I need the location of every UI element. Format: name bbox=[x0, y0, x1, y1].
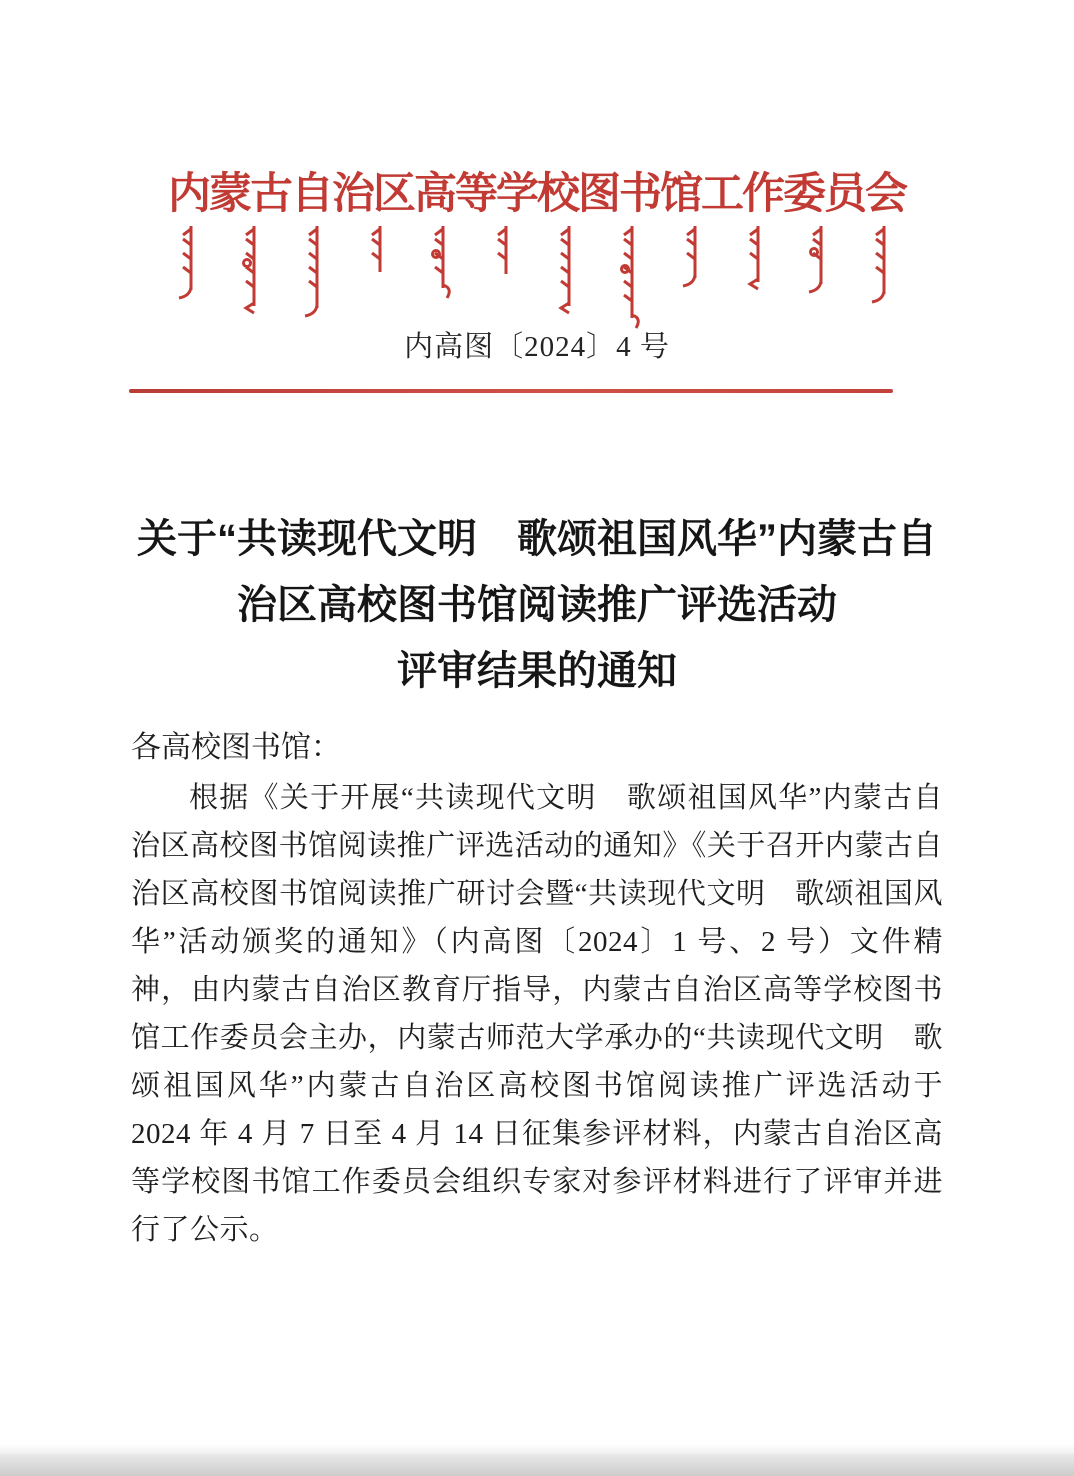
mongolian-script-row bbox=[0, 223, 1074, 333]
mongolian-word-glyph bbox=[869, 223, 899, 309]
mongolian-word-glyph bbox=[176, 223, 206, 305]
mongolian-word-glyph bbox=[365, 223, 395, 287]
mongolian-word-glyph bbox=[428, 223, 458, 303]
body-paragraph: 根据《关于开展“共读现代文明 歌颂祖国风华”内蒙古自治区高校图书馆阅读推广评选活动的通知》《关于召开内蒙古自治区高校图书馆阅读推广研讨会暨“共读现代文明 歌颂祖国风华”活动颁奖的通知》（内高图〔2024〕1 号、2 号）文件精神，由内蒙古自治区教育厅指导，内蒙古自治区高等学校图书馆工作委员会主办，内蒙古师范大学承办的“共读现代文明 歌颂祖国风华”内蒙古自治区高校图书馆阅读推广评选活动于 2024 年 4 月 7 日至 4 月 14 日征集参评材料，内蒙古自治区高等学校图书馆工作委员会组织专家对参评材料进行了评审并进行了公示。 bbox=[131, 782, 943, 1246]
salutation: 各高校图书馆： bbox=[131, 731, 341, 764]
doc-number: 内高图〔2024〕4 号 bbox=[404, 331, 670, 363]
mongolian-word-glyph bbox=[743, 223, 773, 297]
mongolian-word-glyph bbox=[491, 223, 521, 289]
notice-title-line-1: 关于“共读现代文明 歌颂祖国风华”内蒙古自 bbox=[137, 517, 937, 561]
notice-title-line-2: 治区高校图书馆阅读推广评选活动 bbox=[237, 583, 837, 627]
mongolian-word-glyph bbox=[554, 223, 584, 321]
page-bottom-shade bbox=[0, 1444, 1074, 1454]
org-name-banner: 内蒙古自治区高等学校图书馆工作委员会 bbox=[168, 171, 906, 218]
mongolian-word-glyph bbox=[680, 223, 710, 293]
mongolian-word-glyph bbox=[617, 223, 647, 333]
mongolian-word-glyph bbox=[302, 223, 332, 323]
notice-title-line-3: 评审结果的通知 bbox=[397, 649, 677, 693]
mongolian-word-glyph bbox=[806, 223, 836, 299]
page-bottom-edge bbox=[0, 1454, 1074, 1476]
notice-title bbox=[0, 506, 1074, 704]
mongolian-word-glyph bbox=[239, 223, 269, 321]
red-divider-line bbox=[129, 389, 893, 393]
